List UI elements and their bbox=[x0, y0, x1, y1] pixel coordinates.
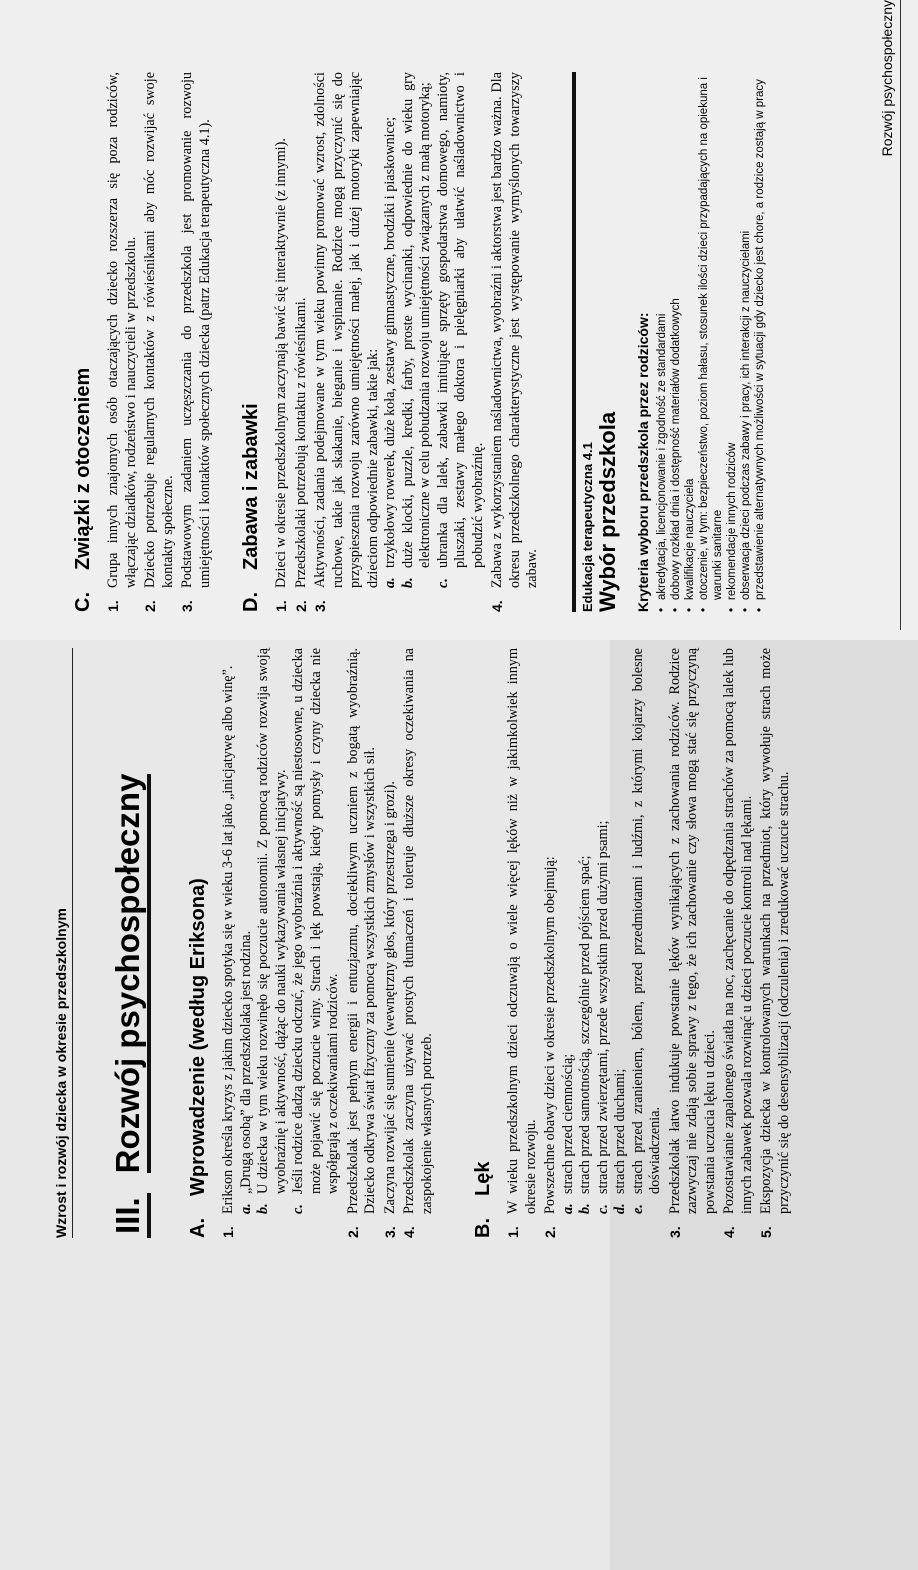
list-item bbox=[273, 72, 291, 612]
box-label: Edukacja terapeutyczna 4.1 bbox=[579, 442, 595, 612]
sub-list-item bbox=[612, 648, 630, 1238]
bullet-icon: • bbox=[655, 607, 668, 612]
item-marker: 2. bbox=[142, 600, 158, 612]
bullet-icon: • bbox=[683, 607, 696, 612]
box-bullet-text: kwalifikacje nauczyciela bbox=[683, 478, 696, 600]
box-bullet bbox=[669, 72, 683, 612]
item-marker: b. bbox=[255, 1203, 271, 1214]
section-a-title: Wprowadzenie (według Eriksona) bbox=[187, 878, 209, 1196]
box-bullet bbox=[697, 72, 725, 612]
item-text: Erikson określa kryzys z jakim dziecko spotyka się w wieku 3-6 lat jako „inicjatywę albo winę”. bbox=[220, 665, 236, 1214]
item-text: Pozostawianie zapalonego światła na noc, zachęcanie do odpędzania strachów za pomocą lalek lub innych zabawek pozwala rozwinąć u dzieci poczucie kontroli nad lękami. bbox=[721, 648, 755, 1214]
section-a-letter: A. bbox=[187, 1218, 209, 1238]
item-marker: 2. bbox=[292, 600, 309, 612]
box-bullet-text: obserwacja dzieci podczas zabawy i pracy, ich interakcji z nauczycielami bbox=[739, 230, 752, 600]
sub-list-item bbox=[400, 72, 435, 612]
running-header-left: Wzrost i rozwój dziecka w okresie przedszkolnym bbox=[50, 648, 73, 1238]
item-marker: 1. bbox=[105, 600, 121, 612]
section-c-letter: C. bbox=[72, 592, 94, 612]
list-item bbox=[220, 648, 238, 1238]
item-text: Przedszkolak łatwo indukuje powstanie lęków wynikających z zachowania rodziców. Rodzice zazwyczaj nie zdają sobie sprawy z tego, że ich zachowanie czy słowa mogą stać się przyczyną powstania uczucia lęku u dzieci. bbox=[666, 648, 718, 1214]
item-text: strach przed ciemnością; bbox=[559, 1053, 576, 1194]
chapter-number: III. bbox=[109, 1193, 151, 1238]
chapter-title: Rozwój psychospołeczny bbox=[109, 774, 151, 1174]
box-bullet-text: akredytacja, licencjonowanie i zgodność ze standardami bbox=[655, 313, 668, 600]
item-marker: 3. bbox=[179, 600, 195, 612]
item-text: Grupa innych znajomych osób otaczających dziecko rozszerza się poza rodziców, włączając dziadków, rodzeństwo i nauczycieli w przedszkolu. bbox=[105, 72, 139, 588]
item-text: Dziecko potrzebuje regularnych kontaktów z rówieśnikami aby móc rozwijać swoje kontakty społeczne. bbox=[142, 72, 176, 588]
box-bullet bbox=[683, 72, 697, 612]
sub-list-item bbox=[238, 648, 256, 1238]
item-text: strach przed zranieniem, bólem, przed przedmiotami i ludźmi, z którymi kojarzy bolesne doświadczenia. bbox=[629, 648, 663, 1194]
box-title: Wybór przedszkola bbox=[594, 411, 620, 612]
item-marker: 5. bbox=[758, 1226, 774, 1238]
item-marker: 1. bbox=[220, 1226, 236, 1238]
list-item bbox=[667, 648, 720, 1238]
section-b-heading bbox=[472, 648, 495, 1238]
section-d-title: Zabawa i zabawki bbox=[240, 403, 262, 570]
right-page bbox=[0, 0, 918, 640]
item-text: Dzieci w okresie przedszkolnym zaczynają bawić się interaktywnie (z innymi). bbox=[273, 138, 289, 588]
box-bullet-text: przedstawienie alternatywnych możliwości w sytuacji gdy dziecko jest chore, a rodzice zostają w pracy bbox=[753, 79, 766, 600]
item-marker: 2. bbox=[542, 1226, 558, 1238]
item-marker: a. bbox=[237, 1203, 254, 1214]
list-item bbox=[179, 72, 214, 612]
item-text: Jeśli rodzice dadzą dziecku odczuć, że jego wyobraźnia i aktywność są niestosowne, u dziecka może pojawić się poczucie winy. Strach i lęk powstają, kiedy pomysły i czyny dziecka nie współgrają z oczekiwaniami rodziców. bbox=[290, 648, 341, 1194]
list-item bbox=[489, 72, 542, 612]
list-item bbox=[721, 648, 756, 1238]
bullet-icon: • bbox=[669, 607, 682, 612]
item-text: strach przed duchami; bbox=[612, 1068, 628, 1194]
box-bullet bbox=[655, 72, 669, 612]
list-item bbox=[758, 648, 793, 1238]
item-marker: b. bbox=[399, 577, 416, 588]
sub-list-item bbox=[560, 648, 578, 1238]
running-header-right: Rozwój psychospołeczny bbox=[874, 0, 901, 630]
box-bullet-text: dobowy rozkład dnia i dostępność materiałów dodatkowych bbox=[669, 298, 682, 600]
sub-list-item bbox=[630, 648, 665, 1238]
right-page-content bbox=[72, 72, 767, 612]
box-bullets bbox=[655, 72, 767, 612]
section-d-letter: D. bbox=[240, 592, 262, 612]
section-b-title: Lęk bbox=[472, 1161, 494, 1196]
list-item bbox=[345, 648, 380, 1238]
sub-list-item bbox=[435, 72, 488, 612]
item-marker: 1. bbox=[505, 1226, 521, 1238]
list-item bbox=[382, 648, 400, 1238]
item-text: strach przed zwierzętami, przede wszystkim przed dużymi psami; bbox=[594, 820, 611, 1194]
item-marker: 3. bbox=[381, 1226, 398, 1238]
item-text: trzykołowy rowerek, duże koła, zestawy gimnastyczne, brodziki i piaskownice; bbox=[382, 116, 398, 568]
item-marker: 3. bbox=[312, 600, 328, 612]
list-item bbox=[542, 648, 560, 1238]
item-marker: 2. bbox=[344, 1226, 361, 1238]
item-text: Aktywności, zadania podejmowane w tym wieku powinny promować wzrost, zdolności ruchowe, takie jak skakanie, bieganie i wspinanie. Rodzice mogą przyczynić się do przyspieszenia rozwoju zarówno umiejętności małej, jak i dużej motoryki zapewniając dzieciom odpowiednie zabawki, takie jak: bbox=[312, 72, 381, 588]
box-bullet bbox=[739, 72, 753, 612]
item-marker: a. bbox=[559, 1203, 576, 1214]
bullet-icon: • bbox=[697, 607, 710, 612]
sub-list-item bbox=[595, 648, 613, 1238]
sub-list-item bbox=[577, 648, 595, 1238]
section-c-list bbox=[105, 72, 214, 612]
item-marker: c. bbox=[290, 1204, 306, 1214]
section-c-heading bbox=[72, 72, 95, 612]
list-item bbox=[105, 72, 140, 612]
item-marker: 4. bbox=[489, 600, 505, 612]
therapeutic-box bbox=[572, 72, 767, 612]
item-text: W wieku przedszkolnym dzieci odczuwają o wiele więcej lęków niż w jakimkolwiek innym okresie rozwoju. bbox=[505, 648, 539, 1214]
item-marker: c. bbox=[434, 578, 451, 588]
item-marker: d. bbox=[612, 1203, 628, 1214]
item-text: U dziecka w tym wieku rozwinęło się poczucie autonomii. Z pomocą rodziców rozwija swoją wyobraźnię i aktywność, dążąc do nauki wykazywania własnej inicjatywy. bbox=[255, 648, 289, 1194]
item-text: Zaczyna rozwijać się sumienie (wewnętrzny głos, który przestrzega i grozi). bbox=[381, 781, 398, 1214]
box-bullet-text: otoczenie, w tym: bezpieczeństwo, poziom hałasu, stosunek ilości dzieci przypadających na opiekuna i warunki sanitarne bbox=[697, 77, 724, 600]
item-text: „Drugą osobą” dla przedszkolaka jest rodzina. bbox=[237, 930, 254, 1194]
item-text: Powszechne obawy dzieci w okresie przedszkolnym obejmują: bbox=[542, 856, 558, 1214]
box-bullet bbox=[725, 72, 739, 612]
item-text: strach przed samotnością, szczególnie przed pójściem spać; bbox=[577, 855, 593, 1194]
section-a-list bbox=[220, 648, 436, 1238]
item-text: Przedszkolak jest pełnym energii i entuzjazmu, dociekliwym uczniem z bogatą wyobraźnią. Dziecko odkrywa świat fizyczny za pomocą wszystkich zmysłów i wszystkich sił. bbox=[344, 648, 378, 1214]
item-text: Zabawa z wykorzystaniem naśladownictwa, wyobraźni i aktorstwa jest bardzo ważna. Dla okresu przedszkolnego charakterystyczne jest występowanie wymyślonych towarzyszy zabaw. bbox=[489, 72, 540, 588]
bullet-icon: • bbox=[725, 607, 738, 612]
list-item bbox=[293, 72, 311, 612]
item-text: Podstawowym zadaniem uczęszczania do przedszkola jest promowanie rozwoju umiejętności i kontaktów społecznych dziecka (patrz Edukacja terapeutyczna 4.1). bbox=[179, 72, 213, 588]
section-d-heading bbox=[240, 72, 263, 612]
section-b-list bbox=[505, 648, 793, 1238]
sub-list-item bbox=[255, 648, 290, 1238]
bullet-icon: • bbox=[739, 607, 752, 612]
box-bullet-text: rekomendacje innych rodziców bbox=[725, 442, 738, 600]
item-marker: c. bbox=[594, 1204, 611, 1214]
left-page-content bbox=[50, 648, 793, 1238]
right-header-band bbox=[874, 0, 904, 630]
list-item bbox=[142, 72, 177, 612]
item-marker: a. bbox=[382, 577, 398, 588]
section-d-list bbox=[273, 72, 542, 612]
bullet-icon: • bbox=[753, 607, 766, 612]
section-c-title: Związki z otoczeniem bbox=[72, 367, 94, 570]
left-page bbox=[0, 640, 792, 1570]
chapter-heading bbox=[109, 648, 151, 1238]
sub-list-item bbox=[382, 72, 400, 612]
item-text: Ekspozycja dziecka w kontrolowanych warunkach na przedmiot, który wywołuje strach może przyczynić się do desensybilizacji (odczulenia) i zredukować uczucie strachu. bbox=[758, 648, 792, 1214]
item-marker: b. bbox=[577, 1203, 593, 1214]
item-text: ubranka dla lalek, zabawki imitujące sprzęty gospodarstwa domowego, namioty, pluszaki, zestawy małego doktora i pielęgniarki aby ułatwić naśladownictwo i pobudzić wyobraźnię. bbox=[434, 72, 486, 568]
item-marker: 4. bbox=[721, 1226, 737, 1238]
box-bullet bbox=[753, 72, 767, 612]
item-marker: 1. bbox=[273, 600, 289, 612]
item-text: duże klocki, puzzle, kredki, farby, proste wycinanki, odpowiednie do wieku gry elektroniczne w celu pobudzania rozwoju umiejętności związanych z małą motoryką; bbox=[399, 72, 433, 568]
list-item bbox=[312, 72, 382, 612]
section-b-letter: B. bbox=[472, 1218, 494, 1238]
sub-list-item bbox=[290, 648, 343, 1238]
item-text: Przedszkolak zaczyna używać prostych tłumaczeń i toleruje dłuższe okresy oczekiwania na zaspokojenie własnych potrzeb. bbox=[401, 648, 435, 1214]
list-item bbox=[505, 648, 540, 1238]
item-marker: e. bbox=[629, 1204, 646, 1214]
item-marker: 3. bbox=[666, 1226, 683, 1238]
item-text: Przedszkolaki potrzebują kontaktu z rówieśnikami. bbox=[292, 297, 309, 588]
section-a-heading bbox=[187, 648, 210, 1238]
list-item bbox=[401, 648, 436, 1238]
item-marker: 4. bbox=[401, 1226, 417, 1238]
box-subtitle: Kryteria wyboru przedszkola przez rodziców: bbox=[634, 312, 651, 612]
